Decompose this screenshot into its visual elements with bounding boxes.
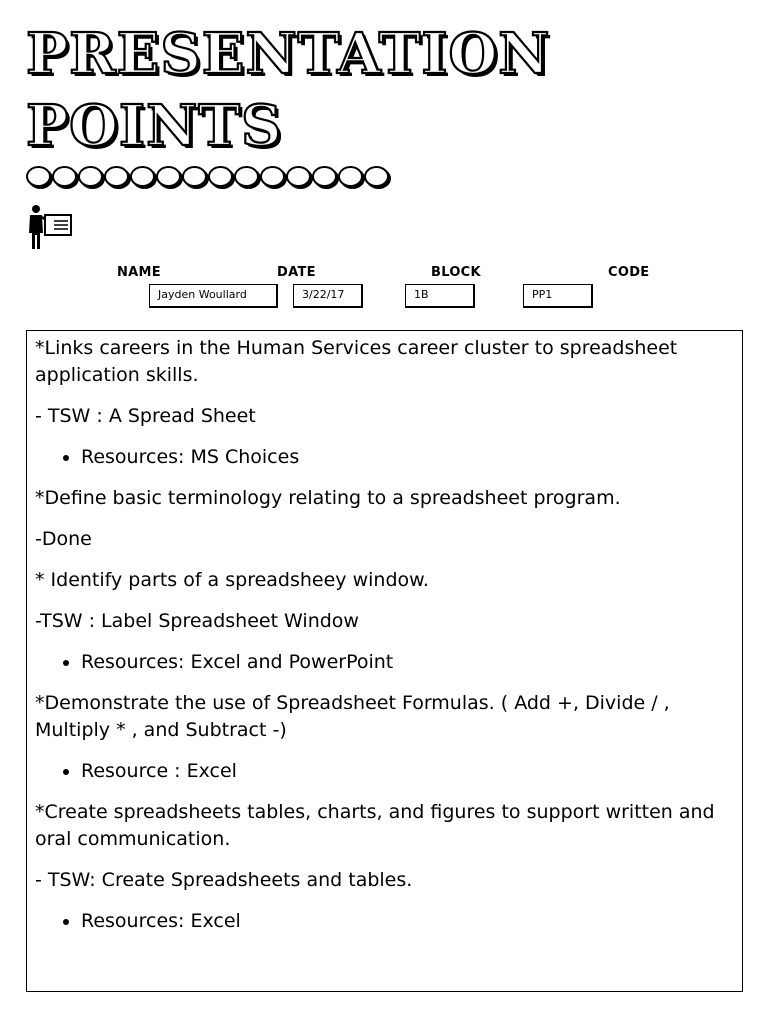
bubble-decoration (104, 166, 129, 187)
content-box (26, 330, 743, 992)
bubble-decoration (208, 166, 233, 187)
resource-item: • Resources: MS Choices (81, 444, 734, 471)
bubble-decoration (52, 166, 77, 187)
content-paragraph: *Links careers in the Human Services career cluster to spreadsheet application skills. (35, 337, 678, 386)
block-field[interactable]: 1B (405, 284, 475, 308)
resource-list (35, 908, 734, 935)
resource-item: • Resources: Excel and PowerPoint (81, 649, 734, 676)
content-paragraph: - TSW: Create Spreadsheets and tables. (35, 869, 413, 891)
title-line-1: PRESENTATION (26, 21, 551, 87)
bubble-decoration (364, 166, 389, 187)
block-label: BLOCK (431, 265, 481, 280)
bubble-decoration (234, 166, 259, 187)
name-label: NAME (117, 265, 161, 280)
content-paragraph: *Create spreadsheets tables, charts, and figures to support written and oral communication. (35, 801, 715, 850)
decorative-bubble-row (26, 166, 389, 187)
code-label: CODE (608, 265, 650, 280)
code-field[interactable]: PP1 (523, 284, 593, 308)
bubble-decoration (130, 166, 155, 187)
content-paragraph: - TSW : A Spread Sheet (35, 405, 256, 427)
date-field[interactable]: 3/22/17 (293, 284, 363, 308)
content-paragraph: -TSW : Label Spreadsheet Window (35, 610, 359, 632)
content-paragraph: *Demonstrate the use of Spreadsheet Formulas. ( Add +, Divide / , Multiply * , and Subtract -) (35, 692, 670, 741)
content-paragraph: * Identify parts of a spreadsheey window. (35, 569, 429, 591)
resource-list (35, 649, 734, 676)
presenter-icon (26, 203, 74, 251)
bubble-decoration (26, 166, 51, 187)
bubble-decoration (260, 166, 285, 187)
date-label: DATE (277, 265, 316, 280)
resource-item: • Resources: Excel (81, 908, 734, 935)
bubble-decoration (338, 166, 363, 187)
content-paragraph: -Done (35, 528, 92, 550)
bubble-decoration (312, 166, 337, 187)
bubble-decoration (286, 166, 311, 187)
bubble-decoration (182, 166, 207, 187)
title-line-2: POINTS (26, 93, 283, 159)
content-paragraph: *Define basic terminology relating to a spreadsheet program. (35, 487, 621, 509)
bubble-decoration (78, 166, 103, 187)
resource-list (35, 444, 734, 471)
resource-list (35, 758, 734, 785)
bubble-decoration (156, 166, 181, 187)
resource-item: • Resource : Excel (81, 758, 734, 785)
name-field[interactable]: Jayden Woullard (149, 284, 278, 308)
